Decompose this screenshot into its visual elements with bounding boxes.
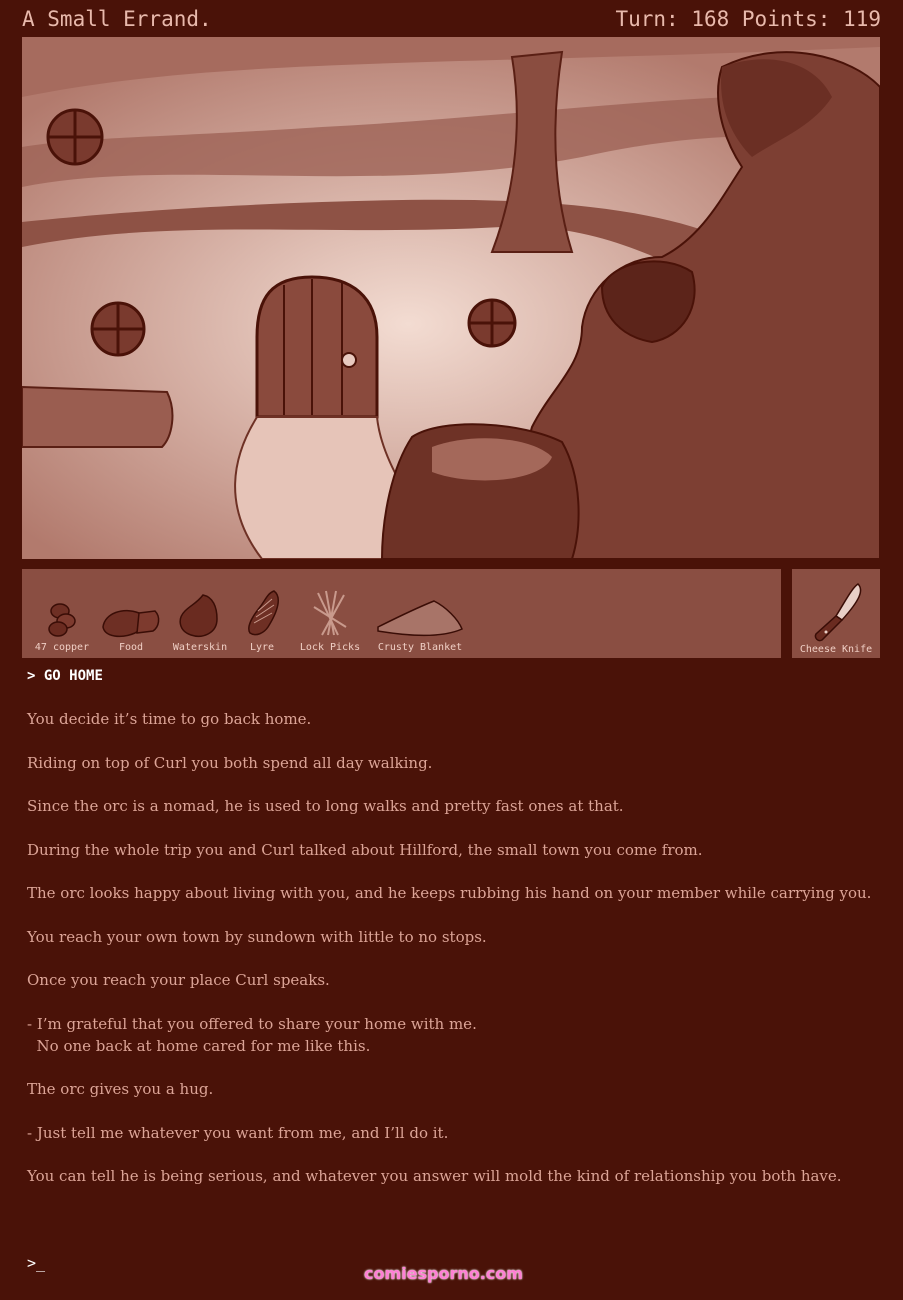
- watermark: comiesporno.com: [364, 1264, 523, 1283]
- story-paragraph: - I’m grateful that you offered to share your home with me. No one back at home cared for me like this.: [27, 1014, 477, 1055]
- lyre-icon: [238, 587, 286, 639]
- story-paragraph: You decide it’s time to go back home.: [27, 710, 312, 728]
- story-paragraph: You reach your own town by sundown with little to no stops.: [27, 927, 487, 946]
- waterskin-icon: [173, 591, 227, 639]
- story-paragraph: During the whole trip you and Curl talked about Hillford, the small town you come from.: [27, 840, 703, 859]
- story-paragraph: - Just tell me whatever you want from me, and I’ll do it.: [27, 1123, 449, 1142]
- inventory-label: 47 copper: [34, 642, 90, 653]
- knife-icon: [806, 580, 866, 644]
- top-bar: [22, 4, 881, 34]
- game-title: A Small Errand.: [22, 7, 212, 31]
- inventory-label: Waterskin: [172, 642, 228, 653]
- inventory-item-crusty-blanket[interactable]: [370, 577, 470, 655]
- coins-icon: [42, 597, 82, 639]
- inventory-item-copper[interactable]: [30, 577, 94, 655]
- story-paragraph: The orc looks happy about living with you, and he keeps rubbing his hand on your member while carrying you.: [27, 884, 872, 902]
- inventory-label: Lock Picks: [299, 642, 361, 653]
- food-icon: [99, 597, 163, 639]
- command-prefix: >: [27, 668, 36, 684]
- turn-points-status: Turn: 168 Points: 119: [615, 7, 881, 31]
- story-paragraph: Since the orc is a nomad, he is used to long walks and pretty fast ones at that.: [27, 797, 624, 815]
- inventory-label: Food: [118, 642, 144, 653]
- command-text: GO HOME: [43, 668, 103, 684]
- story-paragraph: Once you reach your place Curl speaks.: [27, 971, 330, 989]
- inventory-item-lock-picks[interactable]: [296, 577, 364, 655]
- story-text: [27, 708, 877, 1209]
- inventory-panel: [22, 569, 781, 658]
- inventory-label: Lyre: [249, 642, 275, 653]
- inventory-item-food[interactable]: [98, 577, 164, 655]
- equipped-item-label: Cheese Knife: [799, 644, 873, 655]
- hobbit-hole-scene: [22, 37, 880, 559]
- lock-picks-icon: [310, 587, 350, 639]
- inventory-item-waterskin[interactable]: [166, 577, 234, 655]
- story-paragraph: You can tell he is being serious, and whatever you answer will mold the kind of relationship you both have.: [27, 1167, 842, 1185]
- scene-illustration: [22, 37, 880, 559]
- blanket-icon: [374, 595, 466, 639]
- command-input-prompt[interactable]: >_: [27, 1254, 46, 1272]
- inventory-label: Crusty Blanket: [377, 642, 463, 653]
- story-paragraph: The orc gives you a hug.: [27, 1080, 214, 1098]
- equipped-item-panel[interactable]: [792, 569, 880, 658]
- inventory-item-lyre[interactable]: [236, 577, 288, 655]
- last-command: [27, 668, 103, 684]
- story-paragraph: Riding on top of Curl you both spend all day walking.: [27, 753, 433, 772]
